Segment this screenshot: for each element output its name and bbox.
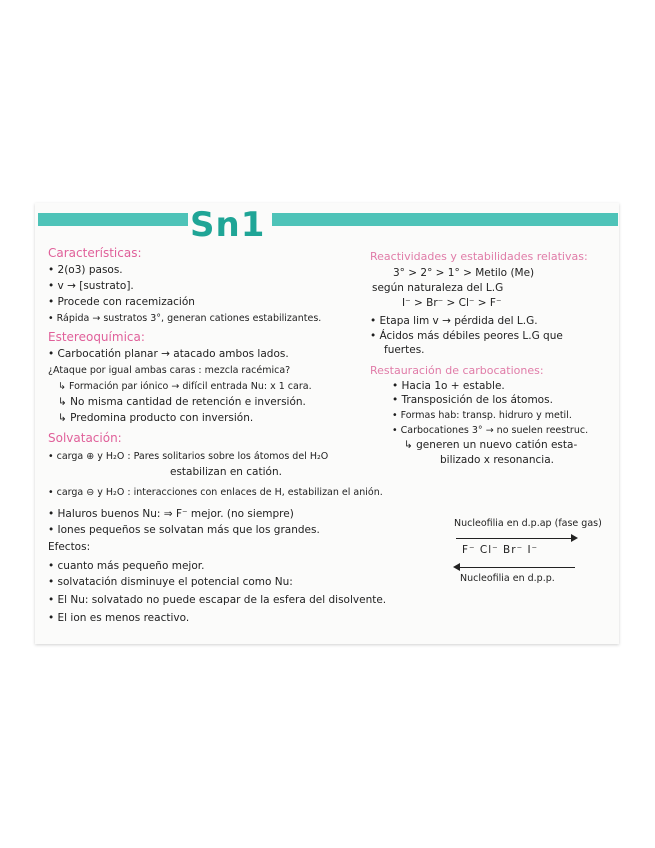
- list-item: • v → [sustrato].: [48, 280, 134, 292]
- nucleofilia-aprotic-label: Nucleofilia en d.p.ap (fase gas): [454, 518, 602, 529]
- list-item: • carga ⊕ y H₂O : Pares solitarios sobre los átomos del H₂O: [48, 451, 329, 462]
- list-item: ↳ No misma cantidad de retención e inversión.: [58, 396, 306, 408]
- heading-caracteristicas: Características:: [48, 246, 142, 260]
- title-band-left: [38, 213, 188, 226]
- list-item: bilizado x resonancia.: [440, 454, 554, 466]
- list-item: I⁻ > Br⁻ > Cl⁻ > F⁻: [402, 297, 502, 309]
- list-item: • El ion es menos reactivo.: [48, 612, 190, 624]
- list-item: estabilizan en catión.: [170, 466, 282, 478]
- list-item: ¿Ataque por igual ambas caras : mezcla racémica?: [48, 365, 291, 376]
- list-item: • carga ⊖ y H₂O : interacciones con enlaces de H, estabilizan el anión.: [48, 487, 383, 498]
- heading-efectos: Efectos:: [48, 541, 91, 553]
- list-item: • solvatación disminuye el potencial como Nu:: [48, 576, 293, 588]
- list-item: • Ácidos más débiles peores L.G que: [370, 330, 563, 342]
- halide-series: F⁻ Cl⁻ Br⁻ I⁻: [462, 544, 539, 556]
- list-item: ↳ Formación par iónico → difícil entrada Nu: x 1 cara.: [58, 381, 312, 392]
- list-item: • Iones pequeños se solvatan más que los grandes.: [48, 524, 320, 536]
- list-item: según naturaleza del L.G: [372, 282, 504, 294]
- heading-restauracion: Restauración de carbocationes:: [370, 364, 544, 377]
- list-item: • Haluros buenos Nu: ⇒ F⁻ mejor. (no siempre): [48, 508, 294, 520]
- list-item: ↳ generen un nuevo catión esta-: [404, 439, 578, 451]
- nucleofilia-protic-label: Nucleofilia en d.p.p.: [460, 573, 555, 584]
- list-item: • Rápida → sustratos 3°, generan cationes estabilizantes.: [48, 313, 322, 324]
- list-item: • Formas hab: transp. hidruro y metil.: [392, 410, 572, 421]
- title-band-right: [272, 213, 618, 226]
- heading-reactividades: Reactividades y estabilidades relativas:: [370, 250, 588, 263]
- list-item: • Carbocatión planar → atacado ambos lados.: [48, 348, 289, 360]
- heading-estereoquimica: Estereoquímica:: [48, 330, 145, 344]
- list-item: • 2(o3) pasos.: [48, 264, 123, 276]
- arrow-right-icon: [456, 538, 576, 539]
- arrow-left-icon: [455, 567, 575, 568]
- list-item: 3° > 2° > 1° > Metilo (Me): [393, 267, 535, 279]
- list-item: • El Nu: solvatado no puede escapar de la esfera del disolvente.: [48, 594, 387, 606]
- heading-solvatacion: Solvatación:: [48, 431, 122, 445]
- list-item: • Etapa lim v → pérdida del L.G.: [370, 315, 538, 327]
- list-item: • Carbocationes 3° → no suelen reestruc.: [392, 425, 589, 436]
- note-title: Sn1: [190, 205, 266, 245]
- list-item: • Hacia 1o + estable.: [392, 380, 505, 392]
- list-item: • cuanto más pequeño mejor.: [48, 560, 205, 572]
- list-item: • Transposición de los átomos.: [392, 394, 553, 406]
- list-item: fuertes.: [384, 344, 425, 356]
- list-item: ↳ Predomina producto con inversión.: [58, 412, 254, 424]
- list-item: • Procede con racemización: [48, 296, 195, 308]
